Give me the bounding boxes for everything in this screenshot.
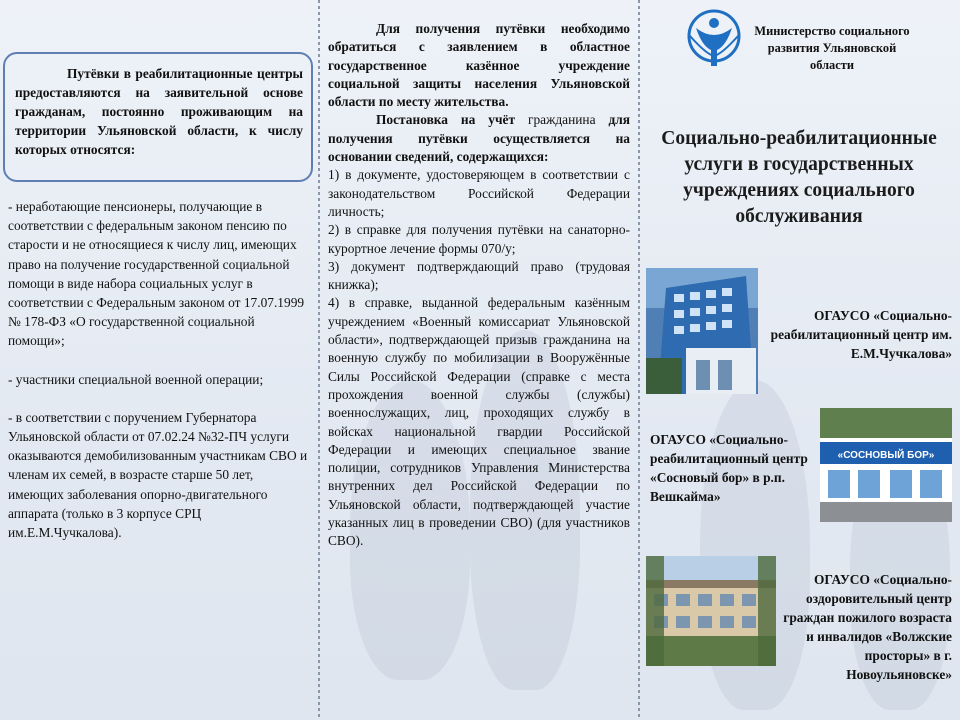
brochure-title: Социально-реабилитационные услуги в государственных учреждениях социального обслуживания xyxy=(661,128,937,227)
column-divider-2 xyxy=(638,0,640,720)
doc-item-2: 2) в справке для получения путёвки на санаторно-курортное лечение формы 070/у; xyxy=(328,222,630,256)
registration-rest: для получения путёвки осуществляется на основании сведений, содержащихся: xyxy=(328,112,630,165)
doc-item-1: 1) в документе, удостоверяющем в соответствии с законодательством Российской Федерации личность; xyxy=(328,167,630,219)
eligibility-item-demobilized: - в соответствии с поручением Губернатора Ульяновской области от 07.02.24 №32-ПЧ услуги оказываются демобилизованным участникам СВО и членам их семей, в возрасте старше 50 лет, имеющих заболевания опорно-двигательного аппарата (только в 3 корпусе СРЦ им.Е.М.Чучкалова). xyxy=(8,409,308,541)
eligibility-lead-box: Путёвки в реабилитационные центры предоставляются на заявительной основе гражданам, постоянно проживающим на территории Ульяновской области, к числу которых относятся: xyxy=(3,52,313,182)
doc-item-3: 3) документ подтверждающий право (трудовая книжка); xyxy=(328,258,630,293)
sosnovy-bor-photo xyxy=(820,408,952,522)
building-photo-1-icon xyxy=(646,268,758,394)
eligibility-item-pensioners: - неработающие пенсионеры, получающие в соответствии с федеральным законом пенсию по старости и не относящиеся к числу лиц, имеющих право на получение государственной социальной помощи в виде набора социальных услуг в соответствии с Федеральным законом от 17.07.1999 № 178-ФЗ «О государственной социальной помощи»; xyxy=(8,199,305,349)
org-label-chuchkalov: ОГАУСО «Социально-реабилитационный центр им. Е.М.Чучкалова» xyxy=(770,308,952,361)
eligibility-item-svo-participants: - участники специальной военной операции; xyxy=(8,371,264,387)
volzhskie-prostory-photo xyxy=(646,556,776,666)
org-label-sosnovy-bor: ОГАУСО «Социально-реабилитационный центр «Сосновый бор» в р.п. Вешкайма» xyxy=(650,432,808,504)
doc-item-4: 4) в справке, выданной федеральным казённым учреждением «Военный комиссариат Ульяновской области», подтверждающей призыв гражданина на военную службу по мобилизации в Вооружённые Силы Российской Федерации (справке с места прохождения военной службы (службы) военнослужащих, лиц, проходящих службу в войсках национальной гвардии Российской Федерации и имеющих специальное звание полиции, сотрудников Управления Министерства внутренних дел Российской Федерации по Ульяновской области, подтверждающей участие указанных лиц в проведении СВО) (для участников СВО). xyxy=(328,295,630,549)
eligibility-list xyxy=(8,197,308,561)
org-label-volzhskie-prostory: ОГАУСО «Социально-оздоровительный центр граждан пожилого возраста и инвалидов «Волжские просторы» в г. Новоульяновске» xyxy=(783,572,952,682)
building-sign-text: «СОСНОВЫЙ БОР» xyxy=(837,450,935,461)
procedure-registration xyxy=(328,111,630,166)
building-photo-2-icon xyxy=(820,408,952,522)
application-procedure xyxy=(328,20,630,551)
column-divider-1 xyxy=(318,0,320,720)
ministry-logo-icon xyxy=(686,6,758,72)
chuchkalov-center-photo xyxy=(646,268,758,394)
registration-normal-label: гражданина xyxy=(515,112,596,128)
ministry-name: Министерство социального развития Ульяновской области xyxy=(754,24,910,72)
building-photo-3-icon xyxy=(646,556,776,666)
registration-bold-label: Постановка на учёт xyxy=(376,112,516,128)
procedure-intro: Для получения путёвки необходимо обратиться с заявлением в областное государственное казённое учреждение социальной защиты населения Ульяновской области по месту жительства. xyxy=(328,21,630,110)
